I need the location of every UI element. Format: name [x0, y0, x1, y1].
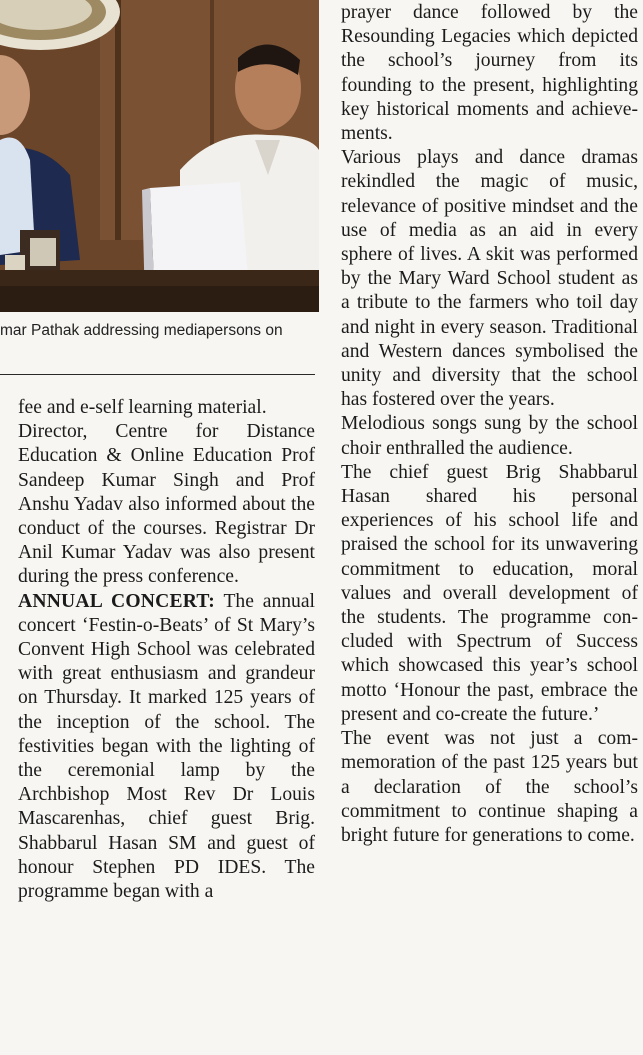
press-conference-photo [0, 0, 319, 312]
article-paragraph: Director, Centre for Distance Education & Online Education Prof Sandeep Kumar Singh and Prof Anshu Yadav also informed about the conduct of the courses. Registrar Dr Anil Kumar Yadav was also present during the press conference. [18, 421, 315, 588]
section-kicker: ANNUAL CONCERT: [18, 590, 215, 612]
article-paragraph: fee and e-self learning material. [18, 397, 267, 418]
article-left-column [18, 396, 315, 904]
article-paragraph: The event was not just a commemoration of the past 125 years but a declaration of the school’s commitment to continue shaping a bright future for generations to come. [341, 728, 638, 846]
article-right-column [341, 1, 638, 848]
photo-caption: mar Pathak addressing mediapersons on [0, 322, 283, 339]
concert-paragraph [18, 590, 315, 905]
article-paragraph: Various plays and dance dramas rekindled the magic of music, relevance of positive mindset and the use of media as an aid in every sphere of lives. A skit was performed by the Mary Ward School student as a tribute to the farmers who toil day and night in every season. Traditional and Western dances symbolised the unity and diversity that the school has fostered over the years. [341, 147, 638, 411]
article-paragraph: The chief guest Brig Shabbarul Hasan shared his personal experiences of his school life and praised the school for its unwavering commitment to education, moral values and overall development of the students. The programme concluded with Spectrum of Success which showcased this year’s school motto ‘Honour the past, embrace the present and co-create the future.’ [341, 461, 638, 725]
concert-text: The annual concert ‘Festin-o-Beats’ of St Mary’s Convent High School was celebrated with great enthusiasm and grandeur on Thursday. It marked 125 years of the inception of the school. The festivities began with the lighting of the ceremonial lamp by the Archbishop Most Rev Dr Louis Mascarenhas, chief guest Brig. Shabbarul Hasan SM and guest of honour Stephen PD IDES. The programme began with a [18, 590, 315, 903]
section-divider [0, 374, 315, 375]
article-paragraph: Melodious songs sung by the school choir enthralled the audience. [341, 413, 638, 459]
article-paragraph: prayer dance followed by the Resounding Legacies which depicted the school’s journey from its founding to the present, highlighting key historical moments and achievements. [341, 2, 638, 145]
news-photo [0, 0, 319, 312]
